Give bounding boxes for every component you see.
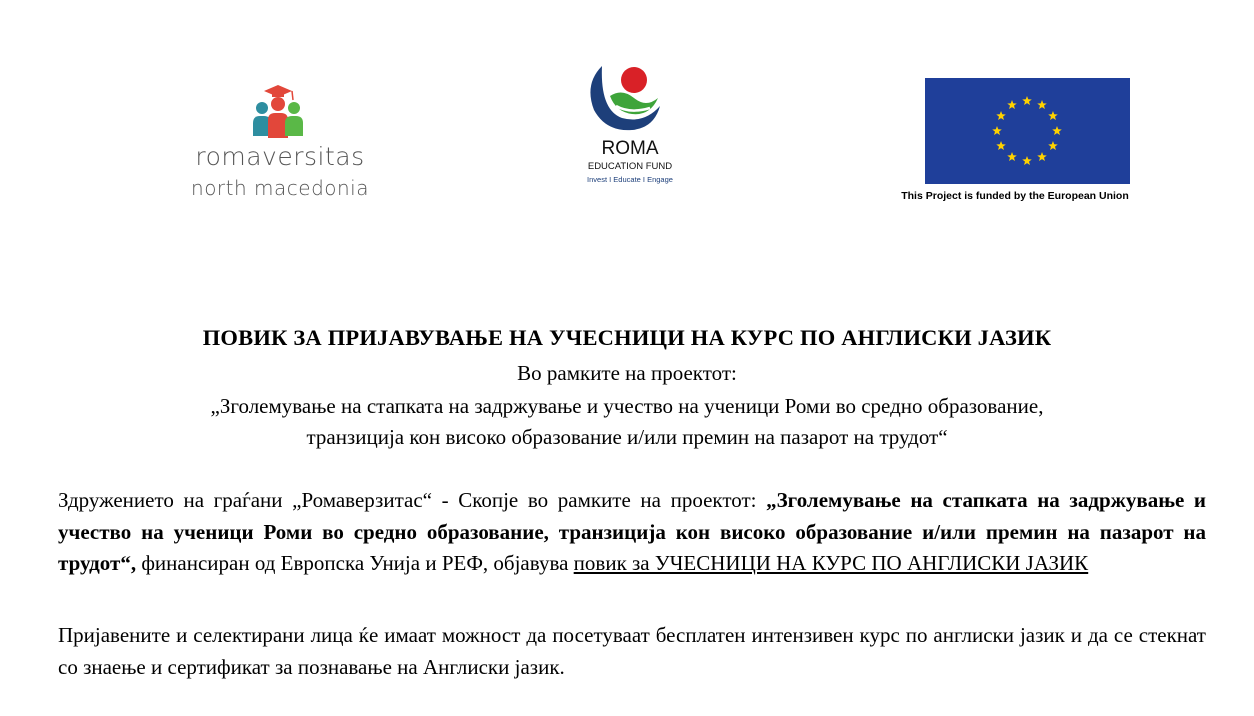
announcement-intro: Здружението на граѓани „Ромаверзитас“ - Скопје во рамките на проектот: <box>58 488 767 512</box>
romaversitas-location: north macedonia <box>191 176 369 200</box>
announcement-paragraph <box>58 485 1206 580</box>
ref-tagline: Invest I Educate I Engage <box>587 175 673 184</box>
project-name-line-1: „Зголемување на стапката на задржување и учество на ученици Роми во средно образование, <box>210 394 1044 418</box>
course-benefit-paragraph: Пријавените и селектирани лица ќе имаат можност да посетуваат бесплатен интензивен курс по англиски јазик и да се стекнат со знаење и сертификат за познавање на Англиски јазик. <box>58 623 1206 679</box>
eu-flag-logo <box>880 76 1150 216</box>
ref-subtitle: EDUCATION FUND <box>587 161 673 172</box>
ref-emblem-icon <box>560 58 700 138</box>
romaversitas-name: romaversitas <box>195 142 365 171</box>
project-name-line-2: транзиција кон високо образование и/или премин на пазарот на трудот“ <box>306 425 948 449</box>
eu-funding-caption: This Project is funded by the European Union <box>901 190 1129 202</box>
romaversitas-logo <box>180 80 380 210</box>
ref-name: ROMA <box>601 138 659 159</box>
eu-flag-icon <box>880 76 1150 188</box>
announcement-project-bold: „Зголемување на стапката на задржување и учество на ученици Роми во средно образование, транзиција кон високо образование и/или премин на пазарот на трудот“, <box>58 488 1206 575</box>
roma-education-fund-logo <box>560 58 700 198</box>
announcement-call-underlined: повик за УЧЕСНИЦИ НА КУРС ПО АНГЛИСКИ ЈАЗИК <box>573 551 1089 575</box>
document-title: ПОВИК ЗА ПРИЈАВУВАЊЕ НА УЧЕСНИЦИ НА КУРС ПО АНГЛИСКИ ЈАЗИК <box>202 325 1052 350</box>
announcement-funding: финансиран од Европска Унија и РЕФ, објавува <box>136 551 574 575</box>
document-subtitle: Во рамките на проектот: <box>517 361 737 385</box>
